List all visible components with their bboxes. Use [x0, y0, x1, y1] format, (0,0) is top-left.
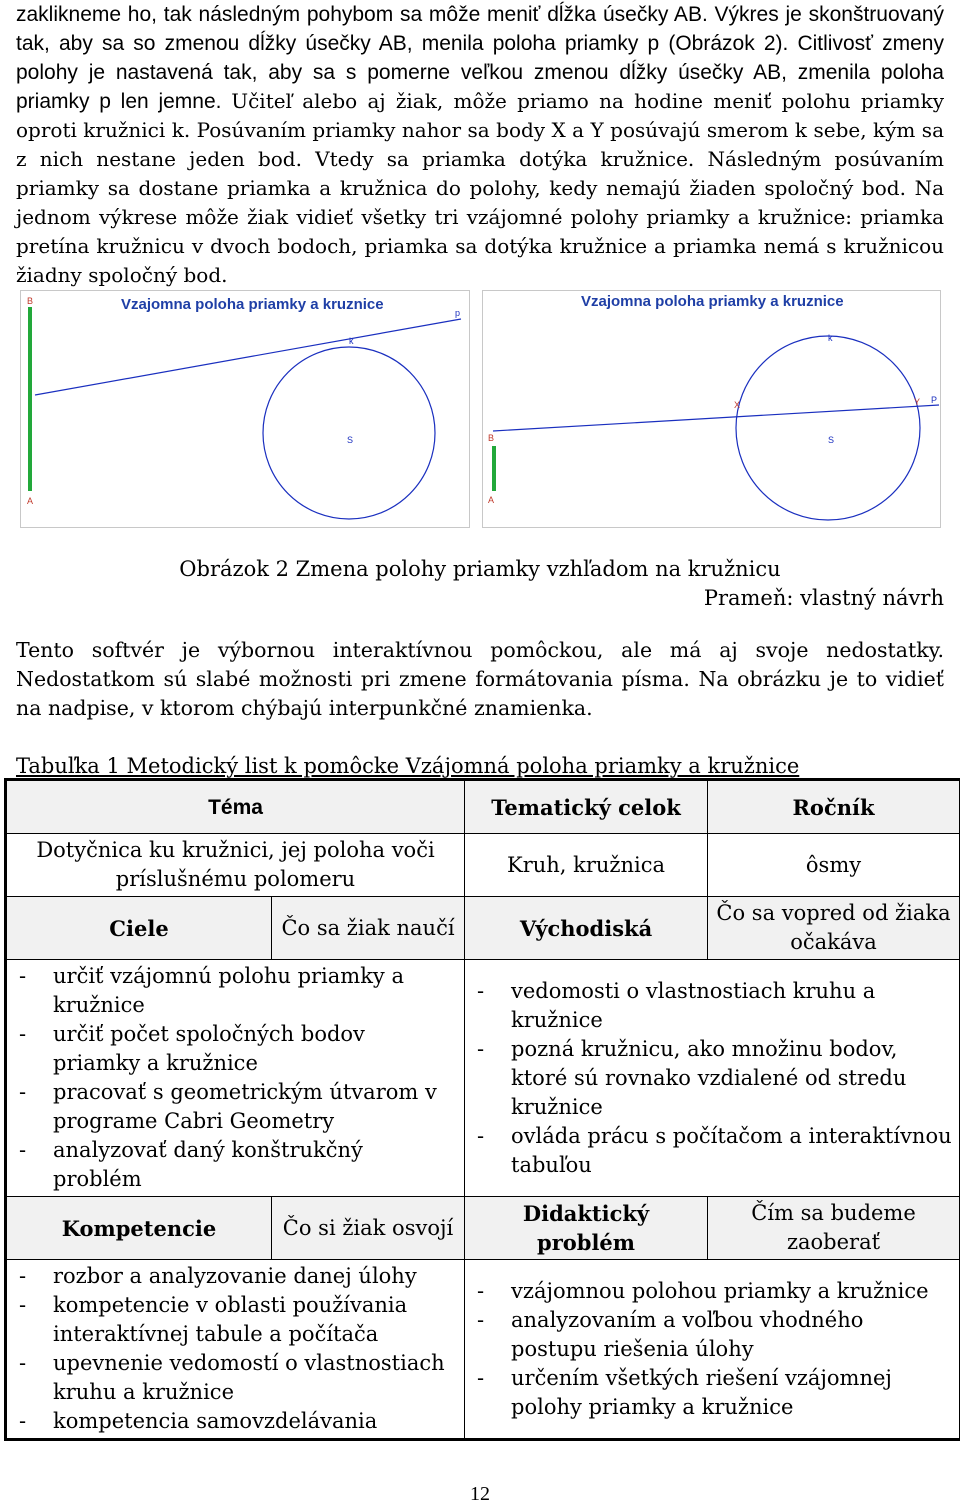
page-number: 12 — [470, 1483, 490, 1505]
list-item: - kompetencie v oblasti používania interaktívnej tabule a počítača — [53, 1291, 458, 1349]
header-ciele: Ciele — [6, 897, 272, 960]
table-row-kompetencie-header — [6, 1197, 960, 1260]
ciele-list — [13, 962, 458, 1194]
cell-kompetencie — [6, 1260, 465, 1440]
header-ocakava: Čo sa vopred od žiaka očakáva — [708, 897, 960, 960]
table-row-kompetencie — [6, 1260, 960, 1440]
list-item: - kompetencia samovzdelávania — [53, 1407, 458, 1436]
cell-vychodiska — [465, 960, 960, 1197]
table-row-ciele-header — [6, 897, 960, 960]
figure-left-panel — [20, 290, 470, 528]
label-p-right: P — [931, 395, 938, 405]
method-sheet-table — [4, 778, 960, 1441]
list-item: - analyzovať daný konštrukčný problém — [53, 1136, 458, 1194]
figure-right-drawing — [483, 291, 940, 527]
figure-left-drawing — [21, 291, 469, 527]
cell-zaoberat — [465, 1260, 960, 1440]
label-p: p — [455, 308, 461, 318]
figure-right-panel — [482, 290, 941, 528]
intro-paragraph — [16, 0, 944, 290]
list-item: - rozbor a analyzovanie danej úlohy — [53, 1262, 458, 1291]
figure-2 — [20, 290, 940, 526]
body-paragraph-2: Tento softvér je výbornou interaktívnou pomôckou, ale má aj svoje nedostatky. Nedostatkom sú slabé možnosti pri zmene formátovania písma. Na obrázku je to vidieť na nadpise, v ktorom chýbajú interpunkčné znamienka. — [16, 638, 944, 720]
header-problem: Didaktický problém — [465, 1197, 708, 1260]
list-item: - upevnenie vedomostí o vlastnostiach kruhu a kružnice — [53, 1349, 458, 1407]
table-row-ciele — [6, 960, 960, 1197]
list-item: - vedomosti o vlastnostiach kruhu a kružnice — [511, 977, 953, 1035]
vychodiska-list — [471, 977, 953, 1180]
kompetencie-list — [13, 1262, 458, 1436]
cell-celok: Kruh, kružnica — [465, 834, 708, 897]
label-a-right: A — [488, 495, 495, 505]
line-p — [35, 319, 461, 395]
label-k: k — [349, 336, 354, 346]
list-item: - pozná kružnicu, ako množinu bodov, ktoré sú rovnako vzdialené od stredu kružnice — [511, 1035, 953, 1122]
header-celok: Tematický celok — [465, 780, 708, 834]
header-rocnik: Ročník — [708, 780, 960, 834]
label-y: Y — [914, 397, 921, 407]
list-item: - ovláda prácu s počítačom a interaktívnou tabuľou — [511, 1122, 953, 1180]
circle-k — [263, 347, 435, 519]
label-x: X — [734, 400, 741, 410]
header-vychodiska: Východiská — [465, 897, 708, 960]
header-zaoberat: Čím sa budeme zaoberať — [708, 1197, 960, 1260]
label-b-right: B — [488, 433, 495, 443]
table-header-row — [6, 780, 960, 834]
header-kompetencie: Kompetencie — [6, 1197, 272, 1260]
label-b: B — [27, 296, 34, 306]
label-s-right: S — [828, 435, 835, 445]
header-osvoji: Čo si žiak osvojí — [272, 1197, 465, 1260]
intro-text-serif: Učiteľ alebo aj žiak, môže priamo na hodine meniť polohu priamky oproti kružnici k. Posúvaním priamky nahor sa body X a Y posúvajú smerom k sebe, kým sa z nich nestane jeden bod. Vtedy sa priamka dotýka kružnice. Následným posúvaním priamky sa dostane priamka a kružnica do polohy, kedy nemajú žiaden spoločný bod. Na jednom výkrese môže žiak vidieť všetky tri vzájomné polohy priamky a kružnice: priamka pretína kružnicu v dvoch bodoch, priamka sa dotýka kružnice a priamka nemá s kružnicou žiadny spoločný bod. — [16, 89, 944, 287]
label-s: S — [347, 435, 354, 445]
zaoberat-list — [471, 1277, 953, 1422]
list-item: - určiť vzájomnú polohu priamky a kružnice — [53, 962, 458, 1020]
circle-k-right — [736, 336, 920, 520]
figure-caption — [16, 555, 944, 613]
header-tema: Téma — [6, 780, 465, 834]
cell-ciele — [6, 960, 465, 1197]
list-item: - určiť počet spoločných bodov priamky a kružnice — [53, 1020, 458, 1078]
cell-tema: Dotyčnica ku kružnici, jej poloha voči príslušnému polomeru — [6, 834, 465, 897]
label-a: A — [27, 496, 34, 506]
caption-title: Obrázok 2 Zmena polohy priamky vzhľadom na kružnicu — [179, 557, 781, 581]
list-item: - určením všetkých riešení vzájomnej polohy priamky a kružnice — [511, 1364, 953, 1422]
table-title: Tabuľka 1 Metodický list k pomôcke Vzájomná poloha priamky a kružnice — [16, 754, 800, 778]
table-row-tema — [6, 834, 960, 897]
list-item: - vzájomnou polohou priamky a kružnice — [511, 1277, 953, 1306]
figure-left-title: Vzajomna poloha priamky a kruznice — [121, 296, 384, 313]
label-k-right: k — [828, 333, 833, 343]
figure-right-title: Vzajomna poloha priamky a kruznice — [581, 293, 844, 310]
list-item: - analyzovaním a voľbou vhodného postupu riešenia úlohy — [511, 1306, 953, 1364]
caption-source: Prameň: vlastný návrh — [703, 586, 944, 610]
intro-text-sans: zaklikneme ho, tak následným pohybom sa môže meniť dĺžka úsečky AB. Výkres je skonštruovaný tak, aby sa so zmenou dĺžky úsečky AB, menila poloha priamky p (Obrázok 2). Citlivosť zmeny polohy je nastavená tak, aby sa s pomerne veľkou zmenou dĺžky úsečky AB, zmenila poloha priamky p len jemne. — [16, 3, 944, 113]
line-p-right — [493, 405, 939, 431]
list-item: - pracovať s geometrickým útvarom v programe Cabri Geometry — [53, 1078, 458, 1136]
header-nauci: Čo sa žiak naučí — [272, 897, 465, 960]
cell-rocnik: ôsmy — [708, 834, 960, 897]
